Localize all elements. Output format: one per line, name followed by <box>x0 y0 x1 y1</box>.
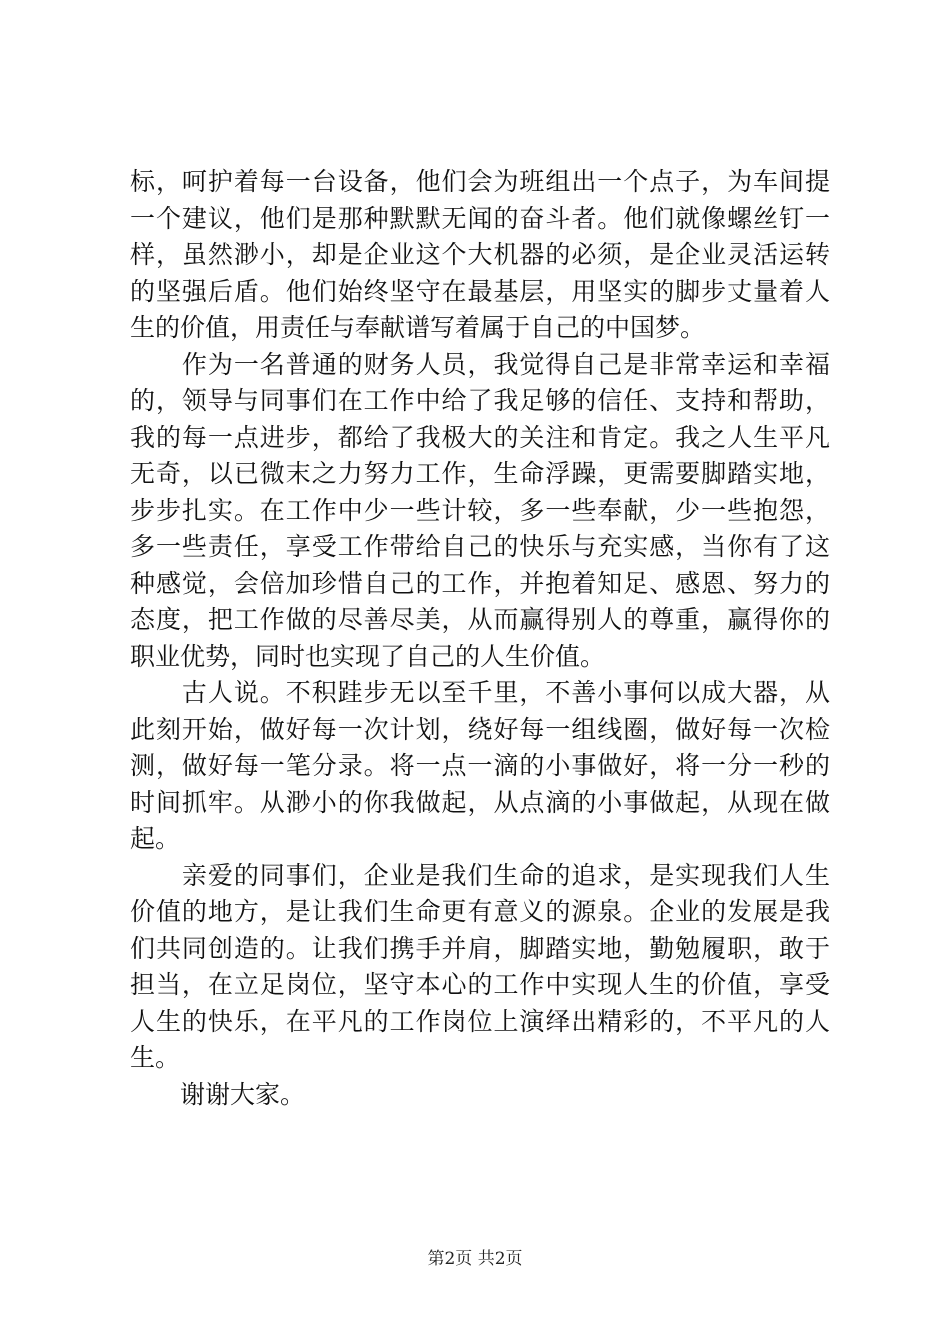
text-line: 们共同创造的。让我们携手并肩，脚踏实地，勤勉履职，敢于 <box>130 933 830 963</box>
text-line: 态度，把工作做的尽善尽美，从而赢得别人的尊重，赢得你的 <box>130 605 830 634</box>
text-line: 担当，在立足岗位，坚守本心的工作中实现人生的价值，享受 <box>130 970 830 999</box>
text-line: 无奇，以已微末之力努力工作，生命浮躁，更需要脚踏实地， <box>130 459 830 488</box>
text-line: 多一些责任，享受工作带给自己的快乐与充实感，当你有了这 <box>130 532 830 561</box>
text-line: 人生的快乐，在平凡的工作岗位上演绎出精彩的，不平凡的人 <box>130 1006 830 1036</box>
text-line: 的坚强后盾。他们始终坚守在最基层，用坚实的脚步丈量着人 <box>130 276 830 306</box>
text-line: 职业优势，同时也实现了自己的人生价值。 <box>130 641 606 671</box>
text-line: 样，虽然渺小，却是企业这个大机器的必须，是企业灵活运转 <box>130 240 830 269</box>
text-line: 谢谢大家。 <box>130 1079 306 1109</box>
text-line: 标，呵护着每一台设备，他们会为班组出一个点子，为车间提 <box>130 167 830 196</box>
text-line: 作为一名普通的财务人员，我觉得自己是非常幸运和幸福 <box>130 349 830 379</box>
text-line: 测，做好每一笔分录。将一点一滴的小事做好，将一分一秒的 <box>130 751 830 780</box>
text-line: 价值的地方，是让我们生命更有意义的源泉。企业的发展是我 <box>130 897 830 926</box>
text-line: 我的每一点进步，都给了我极大的关注和肯定。我之人生平凡 <box>130 422 830 452</box>
text-line: 生的价值，用责任与奉献谱写着属于自己的中国梦。 <box>130 313 706 342</box>
text-line: 亲爱的同事们，企业是我们生命的追求，是实现我们人生 <box>130 860 830 890</box>
text-line: 时间抓牢。从渺小的你我做起，从点滴的小事做起，从现在做 <box>130 787 830 817</box>
text-line: 生。 <box>130 1043 181 1072</box>
text-line: 此刻开始，做好每一次计划，绕好每一组线圈，做好每一次检 <box>130 714 830 744</box>
text-line: 步步扎实。在工作中少一些计较，多一些奉献，少一些抱怨， <box>130 495 830 525</box>
text-line: 的，领导与同事们在工作中给了我足够的信任、支持和帮助， <box>130 386 830 415</box>
text-line: 古人说。不积跬步无以至千里，不善小事何以成大器，从 <box>130 678 830 707</box>
text-line: 一个建议，他们是那种默默无闻的奋斗者。他们就像螺丝钉一 <box>130 203 830 233</box>
page-number-footer: 第2页 共2页 <box>427 1249 523 1269</box>
text-line: 种感觉，会倍加珍惜自己的工作，并抱着知足、感恩、努力的 <box>130 568 830 598</box>
text-line: 起。 <box>130 824 181 853</box>
document-body <box>130 164 830 1113</box>
